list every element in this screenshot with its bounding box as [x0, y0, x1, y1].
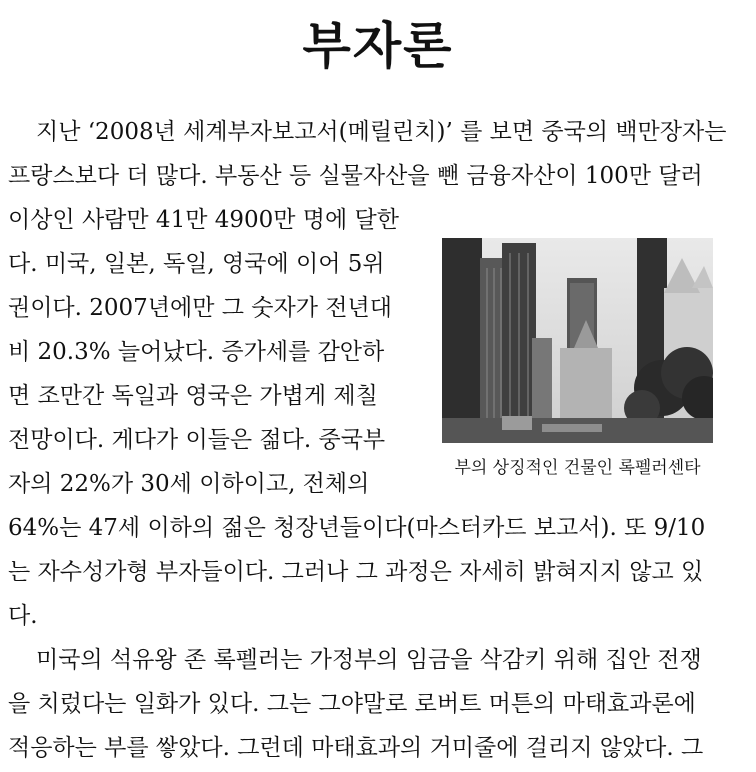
page-title: 부자론	[302, 16, 454, 75]
body-line-6: 비 20.3% 늘어났다. 증가세를 감안하	[8, 339, 385, 365]
body-line-11: 는 자수성가형 부자들이다. 그러나 그 과정은 자세히 밝혀지지 않고 있	[8, 559, 704, 585]
body-line-10: 64%는 47세 이하의 젊은 청장년들이다(마스터카드 보고서). 또 9/10	[8, 515, 706, 541]
body-line-13: 미국의 석유왕 존 록펠러는 가정부의 임금을 삭감키 위해 집안 전쟁	[36, 647, 702, 673]
body-line-4: 다. 미국, 일본, 독일, 영국에 이어 5위	[8, 251, 385, 277]
body-line-5: 권이다. 2007년에만 그 숫자가 전년대	[8, 295, 392, 321]
body-line-15: 적응하는 부를 쌓았다. 그런데 마태효과의 거미줄에 걸리지 않았다. 그	[8, 735, 704, 761]
photo-caption: 부의 상징적인 건물인 록펠러센타	[454, 458, 701, 478]
body-line-14: 을 치렀다는 일화가 있다. 그는 그야말로 로버트 머튼의 마태효과론에	[8, 691, 696, 717]
body-line-2: 프랑스보다 더 많다. 부동산 등 실물자산을 뺀 금융자산이 100만 달러	[8, 163, 703, 189]
body-line-8: 전망이다. 게다가 이들은 젊다. 중국부	[8, 427, 386, 453]
city-photo	[442, 238, 713, 443]
body-line-1: 지난 ‘2008년 세계부자보고서(메릴린치)’ 를 보면 중국의 백만장자는	[36, 119, 727, 145]
body-line-12: 다.	[8, 603, 38, 629]
body-line-3: 이상인 사람만 41만 4900만 명에 달한	[8, 207, 399, 233]
body-line-7: 면 조만간 독일과 영국은 가볍게 제칠	[8, 383, 378, 409]
body-line-9: 자의 22%가 30세 이하이고, 전체의	[8, 471, 370, 497]
